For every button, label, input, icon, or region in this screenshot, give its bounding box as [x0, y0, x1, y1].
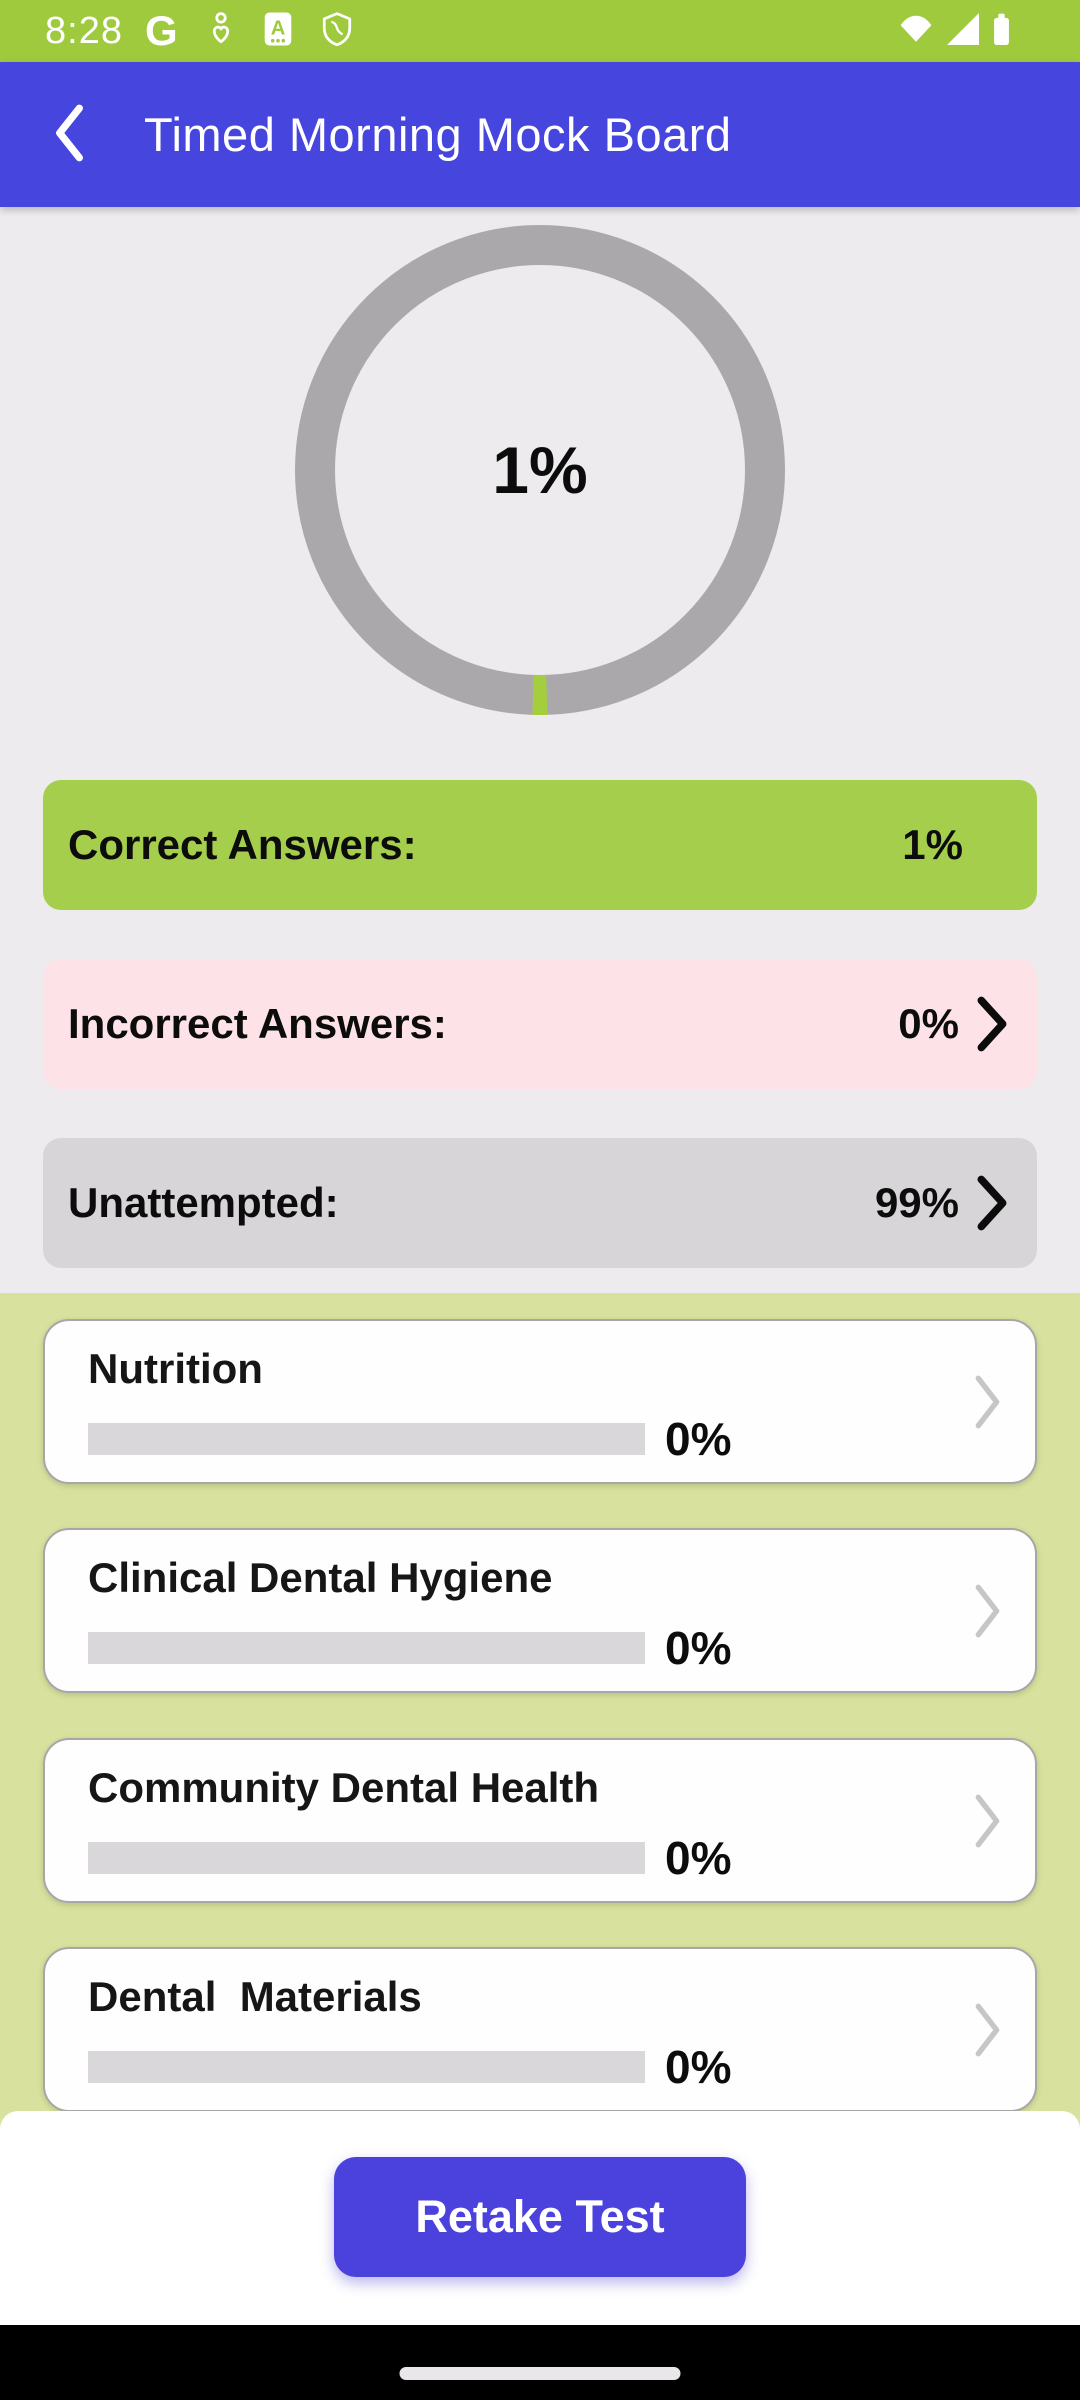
topic-percent: 0%	[665, 2041, 732, 2093]
unattempted-row[interactable]	[43, 1138, 1037, 1268]
back-button[interactable]	[52, 102, 86, 167]
correct-answers-label: Correct Answers:	[68, 821, 417, 868]
chevron-right-icon	[975, 1583, 1001, 1639]
battery-icon	[993, 12, 1010, 51]
correct-answers-value: 1%	[902, 821, 963, 868]
progress-bar	[88, 1842, 645, 1874]
incorrect-answers-label: Incorrect Answers:	[68, 1000, 447, 1047]
status-bar	[0, 0, 1080, 62]
home-indicator[interactable]	[400, 2367, 681, 2380]
page-title: Timed Morning Mock Board	[144, 108, 732, 161]
wellbeing-icon	[208, 12, 234, 51]
topic-card-clinical-dental-hygiene[interactable]	[43, 1528, 1037, 1693]
score-ring	[295, 225, 785, 715]
chevron-left-icon	[52, 102, 86, 167]
a-badge-icon	[264, 12, 292, 51]
topic-percent: 0%	[665, 1832, 732, 1884]
correct-answers-row	[43, 780, 1037, 910]
status-notification-icons	[144, 7, 352, 54]
topic-percent: 0%	[665, 1622, 732, 1674]
svg-text:A: A	[270, 16, 285, 39]
retake-test-button[interactable]: Retake Test	[334, 2157, 746, 2277]
unattempted-label: Unattempted:	[68, 1179, 339, 1226]
topic-name: Nutrition	[88, 1345, 263, 1392]
topic-name: Dental Materials	[88, 1973, 422, 2020]
topic-progress-row	[88, 1412, 731, 1466]
chevron-right-icon	[977, 1175, 1007, 1231]
topic-progress-row	[88, 1621, 731, 1675]
bottom-action-panel	[0, 2111, 1080, 2325]
incorrect-answers-value: 0%	[898, 1000, 959, 1047]
score-percentage: 1%	[492, 433, 588, 507]
status-system-icons	[899, 12, 1010, 51]
progress-bar	[88, 2051, 645, 2083]
topic-card-dental-materials[interactable]	[43, 1947, 1037, 2112]
clock: 8:28	[45, 9, 123, 52]
topic-name: Community Dental Health	[88, 1764, 600, 1811]
chevron-right-icon	[975, 1793, 1001, 1849]
topic-card-community-dental-health[interactable]	[43, 1738, 1037, 1903]
topic-name: Clinical Dental Hygiene	[88, 1554, 553, 1601]
progress-bar	[88, 1632, 645, 1664]
cellular-signal-icon	[947, 13, 979, 50]
topic-card-nutrition[interactable]	[43, 1319, 1037, 1484]
chevron-right-icon	[975, 2002, 1001, 2058]
system-navigation-bar	[0, 2325, 1080, 2400]
wifi-icon	[899, 15, 933, 48]
progress-bar	[88, 1423, 645, 1455]
topic-percent: 0%	[665, 1413, 732, 1465]
chevron-right-icon	[975, 1374, 1001, 1430]
chevron-right-icon	[977, 996, 1007, 1052]
unattempted-value: 99%	[874, 1179, 959, 1226]
incorrect-answers-row[interactable]	[43, 959, 1037, 1089]
play-protect-shield-icon	[322, 12, 352, 51]
app-bar	[0, 62, 1080, 207]
topic-progress-row	[88, 2040, 731, 2094]
google-g-icon: G	[144, 7, 178, 54]
topic-progress-row	[88, 1831, 731, 1885]
